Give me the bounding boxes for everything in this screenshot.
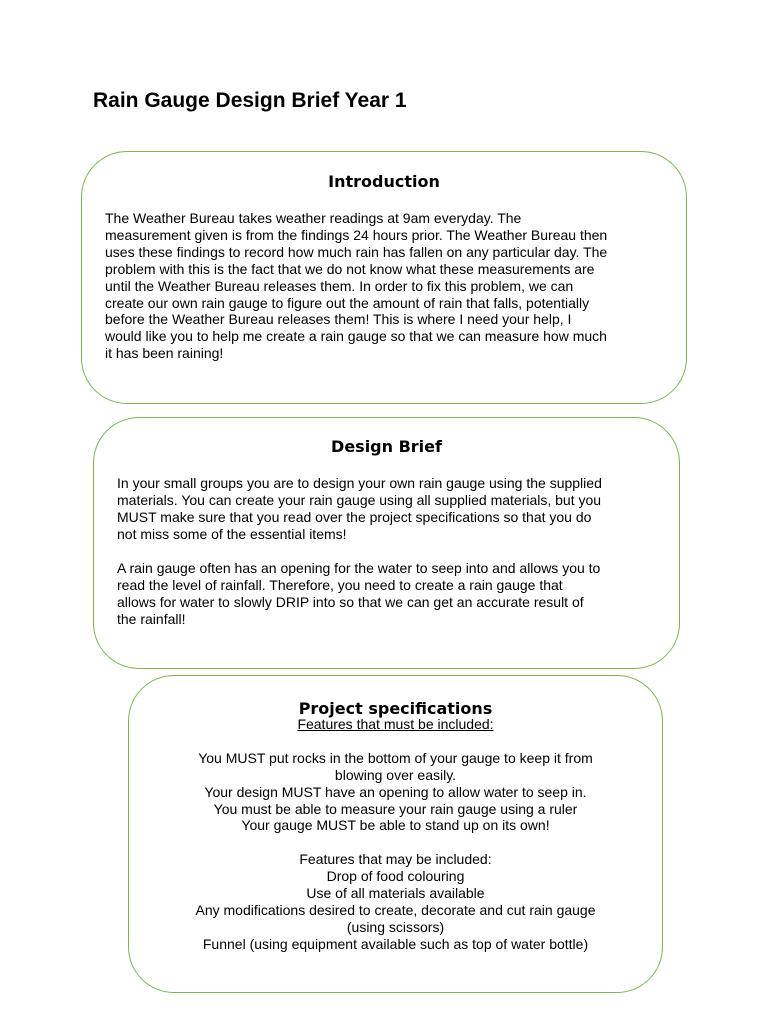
design-brief-paragraph-2 xyxy=(117,560,600,628)
text-line: until the Weather Bureau releases them. In order to fix this problem, we can xyxy=(105,277,574,294)
text-line: measurement given is from the findings 24 hours prior. The Weather Bureau then xyxy=(105,226,608,243)
may-feature-line: Drop of food colouring xyxy=(326,868,465,885)
text-line: not miss some of the essential items! xyxy=(117,525,347,542)
text-line: problem with this is the fact that we do not know what these measurements are xyxy=(105,260,595,277)
may-feature-line: Use of all materials available xyxy=(306,885,485,902)
must-feature-line: Your design MUST have an opening to allow water to seep in. xyxy=(204,783,587,800)
text-line: MUST make sure that you read over the project specifications so that you do xyxy=(117,508,592,525)
spacer xyxy=(129,834,662,851)
may-feature-line: (using scissors) xyxy=(346,918,445,935)
introduction-text xyxy=(105,210,607,362)
text-line: read the level of rainfall. Therefore, you need to create a rain gauge that xyxy=(117,576,563,593)
design-brief-paragraph-1 xyxy=(117,475,602,543)
introduction-box xyxy=(81,151,687,404)
text-line: The Weather Bureau takes weather readings at 9am everyday. The xyxy=(105,210,522,226)
project-specifications-text xyxy=(129,716,662,953)
document-title: Rain Gauge Design Brief Year 1 xyxy=(93,89,407,112)
design-brief-heading: Design Brief xyxy=(331,437,442,456)
text-line: materials. You can create your rain gauge using all supplied materials, but you xyxy=(117,491,602,508)
text-line: uses these findings to record how much rain has fallen on any particular day. The xyxy=(105,243,608,260)
must-feature-line: Your gauge MUST be able to stand up on its own! xyxy=(241,817,550,834)
text-line: it has been raining! xyxy=(105,345,224,362)
spacer xyxy=(129,733,662,750)
text-line: the rainfall! xyxy=(117,610,186,627)
text-line: A rain gauge often has an opening for the water to seep into and allows you to xyxy=(117,560,601,576)
text-line: would like you to help me create a rain gauge so that we can measure how much xyxy=(105,328,607,345)
may-feature-line: Any modifications desired to create, decorate and cut rain gauge xyxy=(195,901,596,918)
project-specifications-box xyxy=(128,675,663,993)
text-line: allows for water to slowly DRIP into so that we can get an accurate result of xyxy=(117,593,584,610)
may-include-heading: Features that may be included: xyxy=(299,851,492,868)
must-feature-line: You MUST put rocks in the bottom of your gauge to keep it from xyxy=(198,749,593,766)
introduction-heading: Introduction xyxy=(328,172,440,191)
must-feature-line: You must be able to measure your rain gauge using a ruler xyxy=(213,800,578,817)
text-line: In your small groups you are to design your own rain gauge using the supplied xyxy=(117,475,602,491)
text-line: before the Weather Bureau releases them! This is where I need your help, I xyxy=(105,311,572,328)
may-feature-line: Funnel (using equipment available such as top of water bottle) xyxy=(202,935,589,952)
must-include-heading: Features that must be included: xyxy=(297,716,494,732)
text-line: create our own rain gauge to figure out the amount of rain that falls, potentially xyxy=(105,294,590,311)
project-specifications-heading: Project specifications xyxy=(298,699,493,718)
must-feature-line: blowing over easily. xyxy=(334,766,457,783)
design-brief-box xyxy=(93,417,680,669)
